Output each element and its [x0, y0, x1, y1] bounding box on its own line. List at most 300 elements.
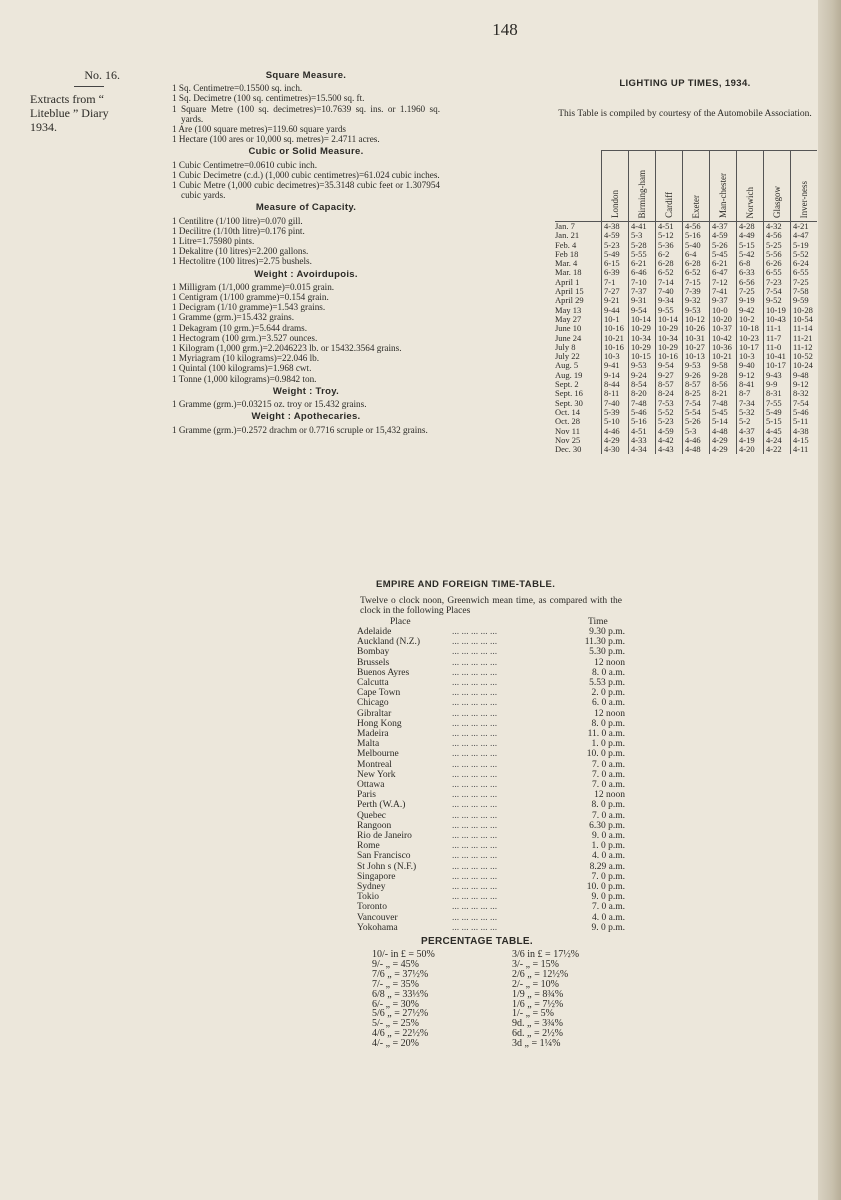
lighting-time: 4-24: [764, 436, 791, 445]
leader-dots: ... ... ... ... ...: [452, 912, 498, 923]
list-item: [357, 760, 625, 770]
place-time: 1. 0 p.m.: [591, 841, 625, 852]
place-name: Sydney: [357, 882, 386, 893]
place-time: 10. 0 p.m.: [586, 882, 625, 893]
lighting-time: 7-54: [791, 399, 818, 408]
lighting-time: 4-46: [602, 427, 629, 436]
lighting-time: 8-41: [737, 380, 764, 389]
lighting-time: 7-10: [629, 278, 656, 287]
place-name: Madeira: [357, 729, 389, 740]
list-item: [357, 770, 625, 780]
lighting-time: 9-48: [791, 371, 818, 380]
place-name: Perth (W.A.): [357, 800, 406, 811]
lighting-time: 9-53: [629, 361, 656, 370]
place-name: Singapore: [357, 871, 396, 882]
lighting-time: 6-39: [602, 268, 629, 277]
place-time: 11. 0 a.m.: [587, 729, 625, 740]
lighting-time: 7-27: [602, 287, 629, 296]
lighting-time: 5-52: [791, 250, 818, 259]
percentage-item: 7/- „ = 35%: [372, 978, 420, 990]
lighting-time: 10-13: [683, 352, 710, 361]
leader-dots: ... ... ... ... ...: [452, 810, 498, 821]
leader-dots: ... ... ... ... ...: [452, 831, 498, 842]
metric-measures: [172, 68, 440, 435]
city-header: [683, 151, 710, 222]
lighting-time: 6-52: [683, 268, 710, 277]
lighting-time: 6-56: [737, 278, 764, 287]
lighting-time: 9-58: [710, 361, 737, 370]
place-name: Buenos Ayres: [357, 667, 410, 678]
lighting-time: 9-28: [710, 371, 737, 380]
place-time: 10. 0 p.m.: [586, 749, 625, 760]
lighting-time: 8-57: [683, 380, 710, 389]
place-name: Adelaide: [357, 627, 392, 637]
row-date: May 27: [555, 313, 582, 324]
lighting-time: 10-14: [629, 315, 656, 324]
percentage-item: 5/- „ = 25%: [372, 1018, 420, 1030]
place-time: 8. 0 p.m.: [591, 718, 625, 729]
leader-dots: ... ... ... ... ...: [452, 882, 498, 893]
measure-item: 1 Centilitre (1/100 litre)=0.070 gill.: [172, 215, 303, 226]
leader-dots: ... ... ... ... ...: [452, 708, 498, 719]
measure-heading: Square Measure.: [265, 70, 347, 81]
place-name: San Francisco: [357, 851, 411, 862]
lighting-time: 7-40: [602, 399, 629, 408]
document-number: No. 16.: [84, 68, 120, 82]
lighting-time: 10-54: [791, 315, 818, 324]
lighting-time: 9-21: [602, 296, 629, 305]
place-time: 8. 0 a.m.: [592, 667, 625, 678]
place-name: Melbourne: [357, 749, 399, 760]
place-time: 12 noon: [594, 708, 625, 719]
list-item: [357, 821, 625, 831]
measure-heading: Weight : Apothecaries.: [251, 411, 361, 423]
lighting-time: 10-21: [602, 334, 629, 343]
lighting-time: 4-32: [764, 222, 791, 232]
leader-dots: ... ... ... ... ...: [452, 820, 498, 831]
lighting-time: 8-32: [791, 389, 818, 398]
lighting-time: 4-29: [602, 436, 629, 445]
list-item: [357, 882, 625, 892]
lighting-time: 11-14: [791, 324, 818, 333]
lighting-time: 9-52: [764, 296, 791, 305]
place-time: 6. 0 a.m.: [592, 698, 625, 709]
place-name: Rangoon: [357, 820, 392, 831]
lighting-time: 5-25: [764, 241, 791, 250]
place-time: 7. 0 p.m.: [591, 871, 625, 882]
leader-dots: ... ... ... ... ...: [452, 698, 498, 709]
place-name: Rome: [357, 841, 380, 852]
place-name: Ottawa: [357, 780, 385, 791]
city-label: Man-chester: [718, 173, 728, 218]
city-label: Inver-ness: [799, 180, 809, 218]
lighting-time: 9-54: [629, 306, 656, 315]
list-item: [357, 647, 625, 657]
place-name: St John s (N.F.): [357, 861, 417, 872]
place-time: 7. 0 a.m.: [592, 780, 625, 791]
row-date: April 15: [555, 286, 584, 297]
place-time: 5.53 p.m.: [589, 678, 625, 689]
place-time: 4. 0 a.m.: [592, 912, 625, 923]
lighting-time: 5-28: [629, 241, 656, 250]
list-item: [357, 637, 625, 647]
row-date: Dec. 30: [555, 444, 582, 455]
list-item: [357, 658, 625, 668]
place-name: Rio de Janeiro: [357, 831, 412, 842]
lighting-time: 9-37: [710, 296, 737, 305]
lighting-time: 5-45: [710, 250, 737, 259]
lighting-time: 9-12: [791, 380, 818, 389]
lighting-time: 10-21: [710, 352, 737, 361]
measure-item: 1 Tonne (1,000 kilograms)=0.9842 ton.: [172, 373, 317, 384]
list-item: [357, 688, 625, 698]
lighting-time: 4-41: [629, 222, 656, 232]
city-header: [791, 151, 818, 222]
measure-heading: Weight : Avoirdupois.: [254, 268, 358, 280]
lighting-time: 4-22: [764, 445, 791, 454]
lighting-time: 10-18: [737, 324, 764, 333]
measure-item: 1 Litre=1.75980 pints.: [172, 236, 255, 247]
lighting-time: 9-59: [791, 296, 818, 305]
city-header: [710, 151, 737, 222]
lighting-note: This Table is compiled by courtesy of the Automobile Association.: [558, 109, 812, 119]
lighting-time: 4-48: [710, 427, 737, 436]
measure-heading: Weight : Troy.: [272, 385, 340, 397]
place-time: 12 noon: [594, 790, 625, 801]
lighting-time: 9-40: [737, 361, 764, 370]
lighting-time: 10-3: [602, 352, 629, 361]
lighting-time: 4-29: [710, 445, 737, 454]
leader-dots: ... ... ... ... ...: [452, 892, 498, 903]
lighting-time: 9-44: [602, 306, 629, 315]
lighting-time: 8-11: [602, 389, 629, 398]
lighting-time: 5-26: [683, 417, 710, 426]
list-item: [357, 790, 625, 800]
leader-dots: ... ... ... ... ...: [452, 851, 498, 862]
lighting-time: 11-1: [764, 324, 791, 333]
place-time: 9.30 p.m.: [589, 627, 625, 637]
lighting-time: 4-15: [791, 436, 818, 445]
lighting-time: 10-0: [710, 306, 737, 315]
lighting-time: 5-52: [656, 408, 683, 417]
row-date: July 8: [555, 341, 576, 352]
list-item: [357, 831, 625, 841]
lighting-time: 7-37: [629, 287, 656, 296]
empire-title: EMPIRE AND FOREIGN TIME-TABLE.: [376, 579, 556, 590]
percentage-item: 3d „ = 1¼%: [512, 1038, 561, 1050]
lighting-time: 5-16: [683, 231, 710, 240]
lighting-time: 10-27: [683, 343, 710, 352]
lighting-time: 4-48: [683, 445, 710, 454]
lighting-time: 9-26: [683, 371, 710, 380]
lighting-time: 4-19: [737, 436, 764, 445]
lighting-time: 10-34: [629, 334, 656, 343]
list-item: [357, 811, 625, 821]
city-header: [629, 151, 656, 222]
lighting-time: 6-55: [791, 268, 818, 277]
measure-item: 1 Gramme (grm.)=15.432 grains.: [172, 312, 295, 323]
leader-dots: ... ... ... ... ...: [452, 902, 498, 913]
place-name: Brussels: [357, 657, 390, 668]
lighting-time: 8-24: [656, 389, 683, 398]
lighting-time: 7-39: [683, 287, 710, 296]
percentage-item: 4/6 „ = 22½%: [372, 1028, 429, 1040]
lighting-time: 10-17: [737, 343, 764, 352]
lighting-time: 10-24: [791, 361, 818, 370]
place-name: Montreal: [357, 759, 392, 770]
percentage-item: 10/- in £ = 50%: [372, 949, 435, 960]
list-item: [357, 913, 625, 923]
lighting-time: 10-26: [683, 324, 710, 333]
row-date: Oct. 28: [555, 416, 581, 427]
place-time: 7. 0 a.m.: [592, 810, 625, 821]
lighting-time: 5-19: [791, 241, 818, 250]
lighting-time: 10-16: [656, 352, 683, 361]
leader-dots: ... ... ... ... ...: [452, 790, 498, 801]
measure-item: 1 Sq. Decimetre (100 sq. centimetres)=15.500 sq. ft.: [172, 93, 365, 104]
lighting-time: 10-14: [656, 315, 683, 324]
measure-item: 1 Cubic Centimetre=0.0610 cubic inch.: [172, 159, 318, 170]
leader-dots: ... ... ... ... ...: [452, 922, 498, 933]
lighting-time: 5-23: [602, 241, 629, 250]
measure-item: 1 Kilogram (1,000 grm.)=2.2046223 lb. or 15432.3564 grains.: [172, 343, 402, 354]
lighting-time: 7-54: [683, 399, 710, 408]
lighting-time: 4-49: [737, 231, 764, 240]
place-name: Bombay: [357, 647, 390, 658]
row-date: Oct. 14: [555, 406, 581, 417]
lighting-time: 10-34: [656, 334, 683, 343]
lighting-time: 6-21: [629, 259, 656, 268]
row-date: Mar. 4: [555, 258, 578, 269]
percentage-item: 6d. „ = 2½%: [512, 1028, 563, 1040]
lighting-time: 4-20: [737, 445, 764, 454]
list-item: [357, 749, 625, 759]
measure-heading: Measure of Capacity.: [255, 202, 357, 214]
percentage-item: 3/- „ = 15%: [512, 958, 560, 970]
lighting-time: 10-29: [656, 324, 683, 333]
lighting-time: 10-20: [710, 315, 737, 324]
empire-list: [357, 627, 625, 933]
lighting-time: 4-56: [683, 222, 710, 232]
city-label: Birming-ham: [637, 169, 647, 218]
leader-dots: ... ... ... ... ...: [452, 729, 498, 740]
percentage-item: 7/6 „ = 37½%: [372, 968, 429, 980]
time-header: Time: [588, 617, 608, 627]
measure-item: 1 Cubic Metre (1,000 cubic decimetres)=35.3148 cubic feet or 1.307954 cubic yards.: [172, 180, 440, 201]
percentage-left-column: [372, 950, 435, 1049]
leader-dots: ... ... ... ... ...: [452, 657, 498, 668]
list-item: [357, 698, 625, 708]
leader-dots: ... ... ... ... ...: [452, 688, 498, 699]
lighting-time: 10-17: [764, 361, 791, 370]
lighting-title: LIGHTING UP TIMES, 1934.: [619, 78, 751, 89]
lighting-time: 9-41: [602, 361, 629, 370]
place-name: Calcutta: [357, 678, 389, 689]
leader-dots: ... ... ... ... ...: [452, 739, 498, 750]
place-name: Paris: [357, 790, 376, 801]
percentage-right-column: [512, 950, 579, 1049]
percentage-item: 2/6 „ = 12½%: [512, 968, 569, 980]
list-item: [357, 719, 625, 729]
lighting-time: 10-52: [791, 352, 818, 361]
lighting-time: 7-12: [710, 278, 737, 287]
measure-item: 1 Quintal (100 kilograms)=1.968 cwt.: [172, 363, 312, 374]
lighting-time: 10-36: [710, 343, 737, 352]
lighting-time: 8-31: [764, 389, 791, 398]
percentage-item: 6/8 „ = 33⅓%: [372, 988, 429, 1000]
lighting-time: 7-23: [764, 278, 791, 287]
lighting-time: 4-56: [764, 231, 791, 240]
lighting-time: 5-11: [791, 417, 818, 426]
list-item: [357, 841, 625, 851]
place-name: Malta: [357, 739, 380, 750]
lighting-time: 10-12: [683, 315, 710, 324]
place-name: Quebec: [357, 810, 387, 821]
lighting-time: 10-16: [602, 343, 629, 352]
lighting-time: 9-19: [737, 296, 764, 305]
lighting-time: 9-43: [764, 371, 791, 380]
lighting-time: 9-14: [602, 371, 629, 380]
lighting-time: 6-24: [791, 259, 818, 268]
row-date: Sept. 2: [555, 379, 579, 390]
lighting-time: 4-37: [737, 427, 764, 436]
lighting-time: 6-47: [710, 268, 737, 277]
lighting-time: 5-40: [683, 241, 710, 250]
measure-item: 1 Decilitre (1/10th litre)=0.176 pint.: [172, 225, 305, 236]
list-item: [357, 780, 625, 790]
lighting-time: 4-59: [710, 231, 737, 240]
percentage-title: PERCENTAGE TABLE.: [421, 936, 533, 947]
lighting-time: 9-53: [683, 361, 710, 370]
place-name: Cape Town: [357, 688, 401, 699]
place-time: 5.30 p.m.: [589, 647, 625, 658]
measure-item: 1 Cubic Decimetre (c.d.) (1,000 cubic centimetres)=61.024 cubic inches.: [172, 169, 440, 180]
measure-item: 1 Hectare (100 ares or 10,000 sq. metres)= 2.4711 acres.: [172, 134, 380, 145]
city-label: London: [610, 190, 620, 218]
percentage-item: 9d. „ = 3¾%: [512, 1018, 563, 1030]
lighting-time: 5-26: [710, 241, 737, 250]
lighting-time: 4-38: [602, 222, 629, 232]
lighting-time: 5-46: [629, 408, 656, 417]
lighting-time: 10-37: [710, 324, 737, 333]
lighting-time: 9-27: [656, 371, 683, 380]
lighting-time: 5-2: [737, 417, 764, 426]
lighting-time: 8-7: [737, 389, 764, 398]
city-label: Cardiff: [664, 192, 674, 218]
lighting-time: 5-15: [764, 417, 791, 426]
leader-dots: ... ... ... ... ...: [452, 637, 498, 648]
leader-dots: ... ... ... ... ...: [452, 647, 498, 658]
lighting-time: 6-21: [710, 259, 737, 268]
row-date: Jan. 21: [555, 230, 580, 241]
lighting-time: 5-56: [764, 250, 791, 259]
measure-item: 1 Centigram (1/100 gramme)=0.154 grain.: [172, 292, 329, 303]
lighting-time: 4-30: [602, 445, 629, 454]
leader-dots: ... ... ... ... ...: [452, 749, 498, 760]
place-name: Gibraltar: [357, 708, 392, 719]
city-header: [737, 151, 764, 222]
lighting-time: 6-55: [764, 268, 791, 277]
row-date: June 24: [555, 332, 582, 343]
lighting-time: 9-42: [737, 306, 764, 315]
place-time: 9. 0 p.m.: [591, 892, 625, 903]
list-item: [357, 862, 625, 872]
lighting-time: 5-54: [683, 408, 710, 417]
lighting-time: 10-15: [629, 352, 656, 361]
leader-dots: ... ... ... ... ...: [452, 769, 498, 780]
place-time: 8. 0 p.m.: [591, 800, 625, 811]
lighting-time: 10-31: [683, 334, 710, 343]
lighting-time: 5-36: [656, 241, 683, 250]
lighting-time: 4-34: [629, 445, 656, 454]
row-date: Sept. 16: [555, 388, 583, 399]
row-date: April 29: [555, 295, 584, 306]
place-name: Hong Kong: [357, 718, 402, 729]
place-time: 4. 0 a.m.: [592, 851, 625, 862]
place-time: 2. 0 p.m.: [591, 688, 625, 699]
lighting-table: [555, 150, 817, 454]
lighting-time: 7-34: [737, 399, 764, 408]
city-label: Norwich: [745, 186, 755, 218]
lighting-time: 7-48: [710, 399, 737, 408]
extract-caption: Extracts from “ Liteblue ” Diary 1934.: [30, 92, 109, 134]
place-time: 6.30 p.m.: [589, 820, 625, 831]
lighting-time: 10-42: [710, 334, 737, 343]
lighting-time: 10-3: [737, 352, 764, 361]
lighting-time: 6-52: [656, 268, 683, 277]
percentage-item: 2/- „ = 10%: [512, 978, 560, 990]
row-date: June 10: [555, 323, 582, 334]
leader-dots: ... ... ... ... ...: [452, 759, 498, 770]
table-row: [555, 445, 817, 454]
percentage-item: 3/6 in £ = 17½%: [512, 949, 580, 960]
lighting-time: 5-32: [737, 408, 764, 417]
leader-dots: ... ... ... ... ...: [452, 780, 498, 791]
list-item: [357, 729, 625, 739]
lighting-time: 8-44: [602, 380, 629, 389]
lighting-time: 5-39: [602, 408, 629, 417]
leader-dots: ... ... ... ... ...: [452, 871, 498, 882]
city-header: [602, 151, 629, 222]
lighting-time: 6-2: [656, 250, 683, 259]
lighting-time: 5-16: [629, 417, 656, 426]
row-date: Aug. 5: [555, 360, 579, 371]
lighting-time: 6-28: [656, 259, 683, 268]
row-date: Jan. 7: [555, 221, 575, 231]
lighting-time: 10-28: [791, 306, 818, 315]
row-date: Feb. 4: [555, 239, 577, 250]
lighting-time: 4-59: [656, 427, 683, 436]
measure-item: 1 Gramme (grm.)=0.03215 oz. troy or 15.432 grains.: [172, 399, 367, 410]
measure-item: 1 Gramme (grm.)=0.2572 drachm or 0.7716 scruple or 15,432 grains.: [172, 424, 428, 435]
city-header: [656, 151, 683, 222]
lighting-time: 4-51: [629, 427, 656, 436]
lighting-time: 8-56: [710, 380, 737, 389]
lighting-time: 4-11: [791, 445, 818, 454]
lighting-time: 5-42: [737, 250, 764, 259]
lighting-time: 11-12: [791, 343, 818, 352]
lighting-time: 4-46: [683, 436, 710, 445]
lighting-time: 4-43: [656, 445, 683, 454]
lighting-time: 10-16: [602, 324, 629, 333]
place-time: 7. 0 a.m.: [592, 902, 625, 913]
divider: [74, 86, 104, 87]
lighting-time: 5-3: [629, 231, 656, 240]
lighting-time: 6-8: [737, 259, 764, 268]
lighting-time: 4-28: [737, 222, 764, 232]
lighting-time: 9-9: [764, 380, 791, 389]
list-item: [357, 851, 625, 861]
